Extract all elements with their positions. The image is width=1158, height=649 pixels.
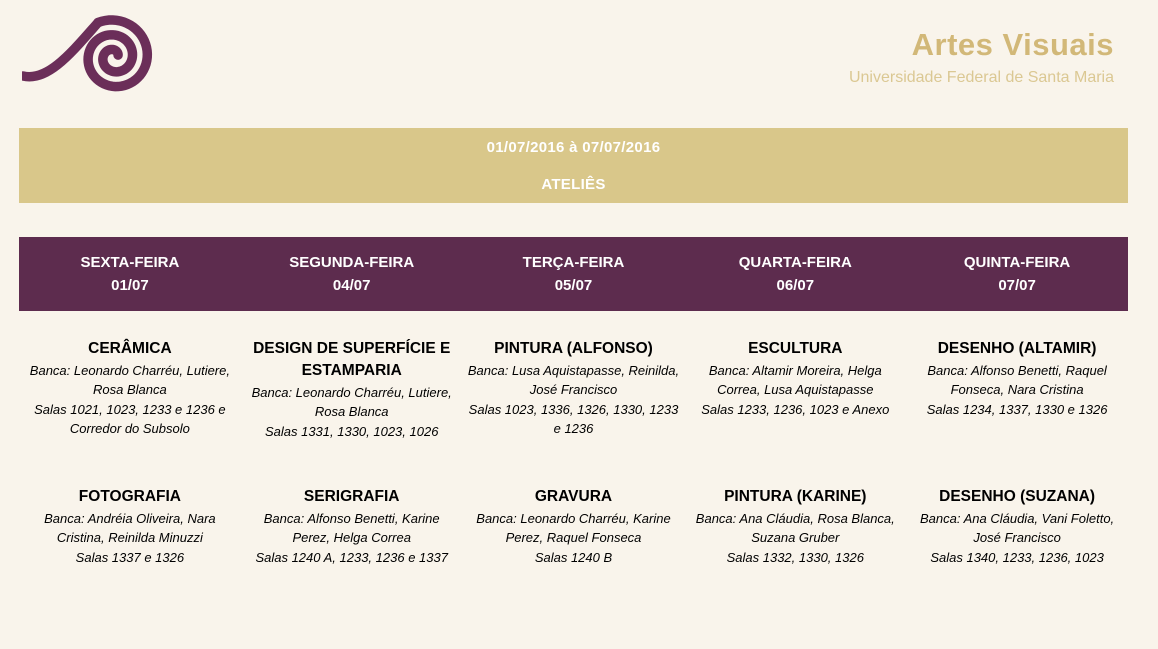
day-header-terca — [463, 251, 685, 297]
schedule-cell-design — [241, 338, 463, 441]
date-banner — [19, 128, 1128, 203]
day-date: 06/07 — [776, 277, 815, 294]
atelier-banca: Banca: Altamir Moreira, Helga Correa, Lusa Aquistapasse — [708, 363, 882, 397]
schedule-cell-pintura-karine — [684, 486, 906, 567]
atelier-banca: Banca: Ana Cláudia, Vani Foletto, José Francisco — [920, 511, 1115, 545]
day-date: 05/07 — [554, 277, 593, 294]
atelier-banca: Banca: Leonardo Charréu, Lutiere, Rosa Blanca — [29, 363, 230, 397]
day-date: 07/07 — [998, 277, 1036, 294]
day-name: QUARTA-FEIRA — [738, 254, 852, 271]
atelier-banca: Banca: Leonardo Charréu, Karine Perez, Raquel Fonseca — [476, 511, 671, 545]
day-name: SEXTA-FEIRA — [80, 254, 180, 271]
atelier-salas: Salas 1332, 1330, 1326 — [726, 550, 864, 565]
atelier-title: DESENHO (SUZANA) — [939, 488, 1096, 505]
spiral-logo-icon — [22, 12, 157, 97]
atelier-title: FOTOGRAFIA — [78, 488, 181, 505]
day-date: 01/07 — [111, 277, 149, 294]
day-header-segunda — [241, 251, 463, 297]
brand-block — [849, 28, 1114, 88]
schedule-cell-gravura — [463, 486, 685, 567]
atelier-salas: Salas 1331, 1330, 1023, 1026 — [264, 424, 439, 439]
day-name: SEGUNDA-FEIRA — [289, 254, 415, 271]
atelier-banca: Banca: Alfonso Benetti, Karine Perez, Helga Correa — [263, 511, 440, 545]
day-header-quinta — [906, 251, 1128, 297]
atelier-salas: Salas 1233, 1236, 1023 e Anexo — [701, 402, 890, 417]
schedule-row-1 — [19, 338, 1128, 441]
day-header-sexta — [19, 251, 241, 297]
day-name: TERÇA-FEIRA — [522, 254, 625, 271]
atelier-salas: Salas 1023, 1336, 1326, 1330, 1233 e 1236 — [468, 402, 679, 436]
atelier-salas: Salas 1340, 1233, 1236, 1023 — [930, 550, 1104, 565]
atelier-banca: Banca: Lusa Aquistapasse, Reinilda, José Francisco — [467, 363, 680, 397]
atelier-title: SERIGRAFIA — [303, 488, 400, 505]
banner-date-range: 01/07/2016 à 07/07/2016 — [486, 138, 661, 156]
atelier-salas: Salas 1240 B — [534, 550, 613, 565]
schedule-cell-desenho-suzana — [906, 486, 1128, 567]
atelier-title: PINTURA (KARINE) — [724, 488, 867, 505]
day-header-quarta — [684, 251, 906, 297]
brand-title: Artes Visuais — [911, 27, 1114, 62]
atelier-title: PINTURA (ALFONSO) — [494, 340, 653, 357]
schedule-cell-serigrafia — [241, 486, 463, 567]
atelier-title: GRAVURA — [534, 488, 613, 505]
schedule-cell-pintura-alfonso — [463, 338, 685, 438]
atelier-salas: Salas 1337 e 1326 — [75, 550, 185, 565]
atelier-banca: Banca: Alfonso Benetti, Raquel Fonseca, Nara Cristina — [927, 363, 1107, 397]
day-date: 04/07 — [332, 277, 371, 294]
atelier-banca: Banca: Leonardo Charréu, Lutiere, Rosa Blanca — [251, 385, 452, 419]
day-name: QUINTA-FEIRA — [963, 254, 1071, 271]
weekday-header-row — [19, 237, 1128, 311]
atelier-banca: Banca: Ana Cláudia, Rosa Blanca, Suzana Gruber — [695, 511, 895, 545]
atelier-title: DESENHO (ALTAMIR) — [937, 340, 1097, 357]
atelier-banca: Banca: Andréia Oliveira, Nara Cristina, Reinilda Minuzzi — [44, 511, 216, 545]
atelier-title: DESIGN DE SUPERFÍCIE E ESTAMPARIA — [253, 340, 451, 379]
brand-subtitle: Universidade Federal de Santa Maria — [848, 69, 1114, 86]
schedule-cell-escultura — [684, 338, 906, 419]
schedule-row-2 — [19, 486, 1128, 567]
atelier-salas: Salas 1234, 1337, 1330 e 1326 — [926, 402, 1108, 417]
atelier-title: CERÂMICA — [88, 340, 172, 357]
schedule-cell-ceramica — [19, 338, 241, 438]
banner-label: ATELIÊS — [541, 175, 606, 193]
atelier-salas: Salas 1021, 1023, 1233 e 1236 e Corredor do Subsolo — [34, 402, 226, 436]
atelier-title: ESCULTURA — [748, 340, 843, 357]
schedule-cell-desenho-altamir — [906, 338, 1128, 419]
schedule-cell-fotografia — [19, 486, 241, 567]
atelier-salas: Salas 1240 A, 1233, 1236 e 1337 — [255, 550, 448, 565]
